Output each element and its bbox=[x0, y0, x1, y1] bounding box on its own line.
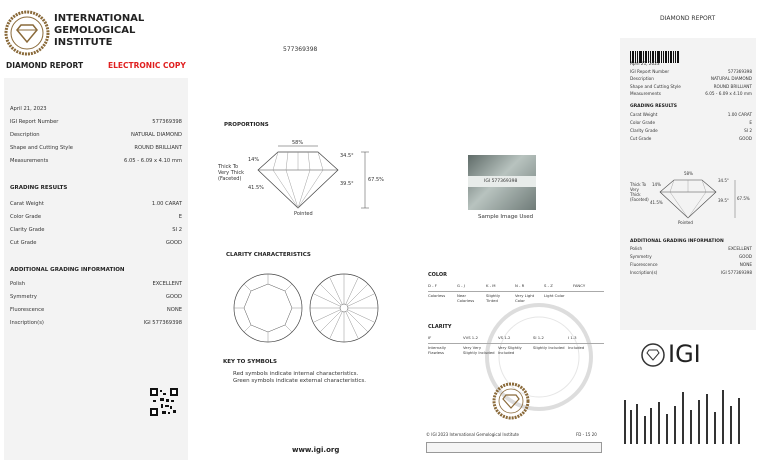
detail-value: ROUND BRILLIANT bbox=[134, 145, 182, 151]
microprint-block bbox=[620, 380, 750, 450]
proportions-title: PROPORTIONS bbox=[224, 122, 269, 128]
grading-scales-panel bbox=[424, 262, 604, 458]
grading-row bbox=[10, 201, 182, 208]
color-scale-grades bbox=[428, 284, 604, 292]
detail-row bbox=[10, 132, 182, 139]
right-additional-label: Fluorescence bbox=[630, 262, 658, 267]
right-crown-angle: 34.5° bbox=[718, 178, 729, 183]
website-link[interactable]: www.igi.org bbox=[292, 446, 340, 454]
clarity-scale-grades bbox=[428, 336, 604, 344]
right-grading-label: Color Grade bbox=[630, 120, 656, 125]
right-grading-label: Carat Weight bbox=[630, 112, 658, 117]
right-detail-value: 6.05 - 6.09 x 4.10 mm bbox=[705, 91, 752, 96]
right-grading-title: GRADING RESULTS bbox=[630, 104, 677, 109]
sample-image bbox=[468, 155, 536, 210]
right-detail-row bbox=[630, 84, 752, 91]
key-green-symbols: Green symbols indicate external characteristics. bbox=[233, 378, 367, 384]
color-scale-title: COLOR bbox=[428, 272, 448, 278]
culet-label: Pointed bbox=[294, 211, 313, 217]
report-title: DIAMOND REPORT bbox=[6, 61, 84, 70]
left-additional-section bbox=[10, 281, 182, 341]
right-report-panel bbox=[620, 38, 756, 330]
color-description: Near Colorless bbox=[457, 293, 475, 303]
additional-row bbox=[10, 294, 182, 301]
right-additional-row bbox=[630, 262, 752, 269]
igi-logo bbox=[4, 10, 50, 56]
right-culet-label: Pointed bbox=[678, 220, 693, 225]
grading-label: Color Grade bbox=[10, 214, 42, 220]
microprint-icon bbox=[620, 380, 750, 450]
additional-label: Polish bbox=[10, 281, 25, 287]
qr-code[interactable] bbox=[150, 388, 178, 416]
grading-value: SI 2 bbox=[172, 227, 182, 233]
clarity-grade: VS 1-2 bbox=[498, 335, 511, 340]
additional-value: GOOD bbox=[165, 294, 182, 300]
additional-label: Inscription(s) bbox=[10, 320, 44, 326]
detail-value: 6.05 - 6.09 x 4.10 mm bbox=[124, 158, 182, 164]
grading-row bbox=[10, 214, 182, 221]
right-detail-row bbox=[630, 61, 752, 68]
clarity-scale-title: CLARITY bbox=[428, 324, 452, 330]
table-percentage: 58% bbox=[292, 140, 304, 146]
clarity-description: Very Very Slightly Included bbox=[463, 345, 495, 355]
igi-seal-icon bbox=[4, 10, 50, 56]
grading-value: E bbox=[178, 214, 182, 220]
sample-image-caption: Sample Image Used bbox=[478, 214, 534, 220]
right-grading-row bbox=[630, 136, 752, 143]
key-red-symbols: Red symbols indicate internal characteristics. bbox=[233, 371, 359, 377]
girdle-label: Thick To Very Thick (Faceted) bbox=[218, 164, 244, 182]
igi-seal-small-icon bbox=[492, 382, 530, 420]
right-additional-section bbox=[630, 246, 752, 280]
right-crown-percentage: 14% bbox=[652, 182, 661, 187]
clarity-plot-diagrams-icon bbox=[232, 270, 382, 348]
detail-label: IGI Report Number bbox=[10, 119, 59, 125]
igi-brand bbox=[640, 340, 720, 370]
right-additional-title: ADDITIONAL GRADING INFORMATION bbox=[630, 239, 724, 244]
grading-label: Cut Grade bbox=[10, 240, 37, 246]
grading-label: Clarity Grade bbox=[10, 227, 45, 233]
additional-label: Fluorescence bbox=[10, 307, 45, 313]
right-report-title: DIAMOND REPORT bbox=[660, 15, 716, 22]
right-detail-label: Measurements bbox=[630, 91, 661, 96]
clarity-scale-descriptions bbox=[428, 346, 604, 360]
institute-name-line3: INSTITUTE bbox=[54, 37, 113, 48]
grading-row bbox=[10, 227, 182, 234]
grading-value: 1.00 CARAT bbox=[151, 201, 182, 207]
detail-row bbox=[10, 119, 182, 126]
right-additional-label: Inscription(s) bbox=[630, 270, 658, 275]
left-report-panel bbox=[4, 78, 188, 460]
right-detail-label: Shape and Cutting Style bbox=[630, 83, 681, 89]
clarity-grade: I 1-3 bbox=[568, 335, 577, 340]
crown-angle: 34.5° bbox=[340, 153, 354, 159]
right-additional-label: Symmetry bbox=[630, 254, 652, 259]
right-detail-row bbox=[630, 76, 752, 83]
right-grading-value: SI 2 bbox=[744, 128, 752, 133]
right-detail-value: ROUND BRILLIANT bbox=[713, 83, 752, 89]
additional-value: NONE bbox=[166, 307, 182, 313]
detail-value: 577369398 bbox=[152, 119, 182, 125]
clarity-grade: IF bbox=[428, 335, 432, 340]
clarity-grade: SI 1-2 bbox=[533, 335, 544, 340]
right-grading-row bbox=[630, 120, 752, 127]
color-description: Slightly Tinted bbox=[486, 293, 501, 303]
institute-name-line1: INTERNATIONAL bbox=[54, 13, 145, 24]
right-detail-label: April 21, 2023 bbox=[630, 61, 660, 66]
pavilion-percentage: 41.5% bbox=[248, 185, 264, 191]
proportions-diagram bbox=[218, 138, 388, 223]
right-grading-row bbox=[630, 128, 752, 135]
copyright-footer: © IGI 2023 International Gemological Institute bbox=[426, 432, 520, 437]
right-additional-row bbox=[630, 270, 752, 277]
right-table-percentage: 58% bbox=[684, 171, 693, 176]
clarity-description: Included bbox=[568, 345, 585, 350]
color-grade: G - J bbox=[457, 283, 465, 288]
right-additional-row bbox=[630, 246, 752, 253]
right-proportions-diagram bbox=[630, 170, 750, 228]
color-grade: N - R bbox=[515, 283, 525, 288]
right-additional-value: IGI 577369398 bbox=[720, 270, 752, 275]
color-grade: FANCY bbox=[573, 283, 586, 288]
right-grading-value: GOOD bbox=[738, 136, 752, 141]
additional-value: EXCELLENT bbox=[152, 281, 182, 287]
clarity-description: Slightly Included bbox=[533, 345, 565, 350]
qr-code-icon bbox=[150, 388, 178, 416]
right-detail-label: IGI Report Number bbox=[630, 68, 670, 74]
color-grade: K - M bbox=[486, 283, 496, 288]
clarity-plot bbox=[232, 270, 382, 348]
security-strip bbox=[426, 442, 602, 453]
right-details-section bbox=[630, 61, 752, 101]
left-grading-section bbox=[10, 201, 182, 261]
grading-row bbox=[10, 240, 182, 247]
color-description: Colorless bbox=[428, 293, 446, 298]
crown-percentage: 14% bbox=[248, 157, 260, 163]
detail-value: NATURAL DIAMOND bbox=[131, 132, 182, 138]
igi-brand-seal-icon bbox=[640, 342, 666, 368]
color-scale-descriptions bbox=[428, 294, 604, 308]
right-grading-value: E bbox=[749, 120, 752, 125]
clarity-grade: VVS 1-2 bbox=[463, 335, 479, 340]
right-additional-label: Polish bbox=[630, 246, 643, 251]
grading-label: Carat Weight bbox=[10, 201, 44, 207]
additional-row bbox=[10, 281, 182, 288]
clarity-characteristics-title: CLARITY CHARACTERISTICS bbox=[226, 252, 311, 258]
color-description: Very Light Color bbox=[515, 293, 535, 303]
right-detail-row bbox=[630, 69, 752, 76]
right-grading-section bbox=[630, 112, 752, 146]
grading-value: GOOD bbox=[165, 240, 182, 246]
pavilion-angle: 39.5° bbox=[340, 181, 354, 187]
color-grade: D - F bbox=[428, 283, 437, 288]
right-grading-row bbox=[630, 112, 752, 119]
right-detail-row bbox=[630, 91, 752, 98]
left-details-section bbox=[10, 106, 182, 166]
key-to-symbols-title: KEY TO SYMBOLS bbox=[223, 359, 278, 365]
clarity-description: Internally Flawless bbox=[428, 345, 446, 355]
right-depth-percentage: 67.5% bbox=[737, 196, 750, 201]
report-number-header: 577369398 bbox=[283, 46, 318, 53]
detail-label: April 21, 2023 bbox=[10, 106, 47, 112]
detail-row bbox=[10, 158, 182, 165]
right-detail-value: NATURAL DIAMOND bbox=[710, 76, 752, 81]
additional-row bbox=[10, 307, 182, 314]
right-pavilion-percentage: 41.5% bbox=[650, 200, 663, 205]
institute-name-line2: GEMOLOGICAL bbox=[54, 25, 136, 36]
color-grade: S - Z bbox=[544, 283, 553, 288]
right-pavilion-angle: 39.5° bbox=[718, 198, 729, 203]
detail-label: Shape and Cutting Style bbox=[10, 145, 73, 151]
right-detail-label: Description bbox=[630, 76, 654, 81]
right-additional-row bbox=[630, 254, 752, 261]
additional-value: IGI 577369398 bbox=[143, 320, 182, 326]
electronic-copy-label: ELECTRONIC COPY bbox=[108, 61, 186, 70]
depth-percentage: 67.5% bbox=[368, 177, 384, 183]
additional-label: Symmetry bbox=[10, 294, 37, 300]
detail-row bbox=[10, 145, 182, 152]
color-description: Light Color bbox=[544, 293, 565, 298]
right-grading-label: Clarity Grade bbox=[630, 128, 658, 133]
right-girdle-label: Thick To Very Thick (Faceted) bbox=[630, 182, 649, 202]
right-additional-value: EXCELLENT bbox=[728, 246, 752, 251]
form-code: FD - 15 20 bbox=[576, 432, 597, 437]
right-grading-label: Cut Grade bbox=[630, 136, 652, 141]
detail-label: Description bbox=[10, 132, 40, 138]
institute-name bbox=[54, 13, 144, 49]
right-additional-value: NONE bbox=[739, 262, 752, 267]
barcode bbox=[630, 48, 680, 60]
detail-row bbox=[10, 106, 182, 113]
detail-label: Measurements bbox=[10, 158, 49, 164]
right-additional-value: GOOD bbox=[738, 254, 752, 259]
additional-grading-title: ADDITIONAL GRADING INFORMATION bbox=[10, 267, 125, 273]
right-grading-value: 1.00 CARAT bbox=[727, 112, 752, 117]
clarity-description: Very Slightly Included bbox=[498, 345, 522, 355]
grading-results-title: GRADING RESULTS bbox=[10, 185, 68, 191]
igi-brand-text: IGI bbox=[668, 340, 701, 368]
additional-row bbox=[10, 320, 182, 327]
right-detail-value: 577369398 bbox=[728, 68, 752, 74]
inscription-text: IGI 577369398 bbox=[484, 179, 518, 184]
